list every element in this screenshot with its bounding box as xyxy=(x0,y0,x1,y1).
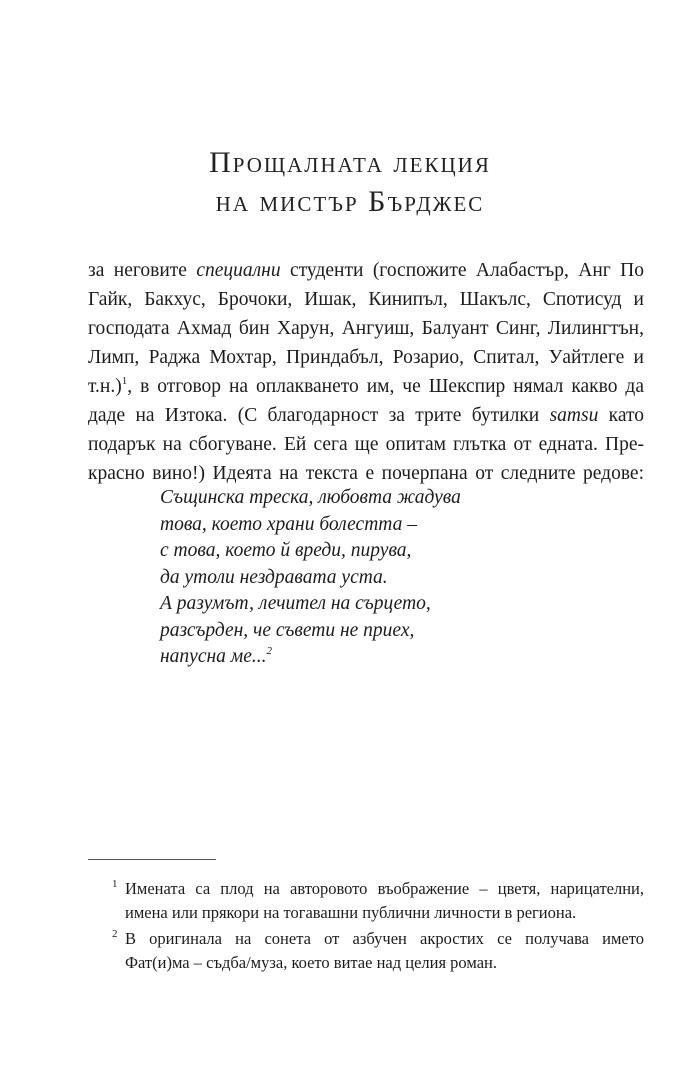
poem-line: А разумът, лечител на сърцето, xyxy=(160,593,431,614)
footnote-line: имена или прякори на тогавашни публични личности в региона. xyxy=(125,903,577,922)
body-line: господата Ахмад бин Харун, Ангуиш, Балуант Синг, Лилингтън, xyxy=(88,318,644,339)
footnote-ref-1[interactable]: 1 xyxy=(121,375,128,387)
body-line xyxy=(88,403,644,429)
footnote-separator xyxy=(88,859,216,860)
footnote-line: В оригинала на сонета от азбучен акростих се получава името xyxy=(125,929,644,948)
footnote-1 xyxy=(88,877,644,925)
body-line: Гайк, Бакхус, Брочоки, Ишак, Кинипъл, Шакълс, Спотисуд и xyxy=(88,289,644,310)
body-line: подарък на сбогуване. Ей сега ще опитам глътка от едната. Пре- xyxy=(88,434,644,455)
body-text-span: като xyxy=(598,405,644,426)
poem-line: с това, което й вреди, пирува, xyxy=(160,540,412,561)
poem-stanza xyxy=(160,485,461,671)
poem-line: да утоли нездравата уста. xyxy=(160,566,388,588)
body-italic-span: специални xyxy=(196,260,281,281)
body-italic-span: samsu xyxy=(549,405,599,426)
footnotes xyxy=(88,877,644,975)
body-text-span: за неговите xyxy=(88,260,197,281)
footnote-number: 2 xyxy=(112,928,118,940)
body-line: красно вино!) Идеята на текста е почерпана от следните редове: xyxy=(88,463,644,484)
chapter-title-line-2: на мистър Бърджес xyxy=(215,185,485,218)
poem-line: това, което храни болестта – xyxy=(160,513,417,535)
body-text-span: студенти (госпожите Алабастър, Анг По xyxy=(280,260,644,281)
poem-line: Същинска треска, любовта жадува xyxy=(160,487,461,508)
body-text-span: даде на Изтока. (С благодарност за трите бутилки xyxy=(88,405,550,426)
footnote-2 xyxy=(88,927,644,975)
chapter-title-line-1: Прощалната лекция xyxy=(209,146,491,179)
footnote-line: Фат(и)ма – съдба/муза, което витае над целия роман. xyxy=(125,953,497,972)
poem-line: разсърден, че съвети не приех, xyxy=(160,619,415,641)
body-line xyxy=(88,258,644,284)
footnote-number: 1 xyxy=(112,878,118,890)
footnote-ref-2[interactable]: 2 xyxy=(266,645,273,657)
body-line xyxy=(88,374,644,400)
footnote-line: Имената са плод на авторовото въображение – цветя, нарицателни, xyxy=(125,879,644,898)
body-text-span: т.н.) xyxy=(88,376,122,397)
body-text-span: , в отговор на оплакването им, че Шекспир нямал какво да xyxy=(127,376,644,397)
body-line: Лимп, Раджа Мохтар, Приндабъл, Розарио, Спитал, Уайтлеге и xyxy=(88,347,644,368)
poem-line-last xyxy=(160,644,461,671)
poem-text-span: напусна ме... xyxy=(160,646,267,667)
